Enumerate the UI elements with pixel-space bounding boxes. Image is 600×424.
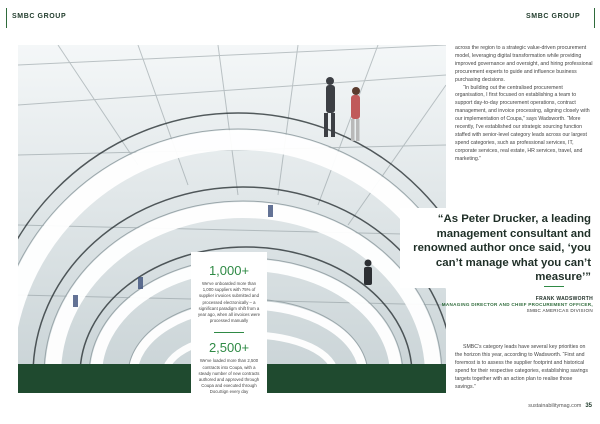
footer-url[interactable]: sustainabilitymag.com xyxy=(528,403,582,409)
body-column-lower xyxy=(455,344,593,391)
stat-text-1: We've onboarded more than 1,000 suppliers with 75% of supplier invoices submitted and processed electronically – a significant paradigm shift from a year ago, when all invoices were processed manually xyxy=(197,281,261,324)
page-footer xyxy=(528,403,592,409)
brand-left: SMBC GROUP xyxy=(12,13,67,20)
stats-panel xyxy=(191,252,267,414)
pull-quote-box xyxy=(400,208,596,288)
body-paragraph-3: SMBC’s category leads have several key priorities on the horizon this year, according to Wadsworth. “First and foremost is to assess the supplier footprint and historical spend for their respective categories, establishing savings targets together with an action plan to realise those savings.” xyxy=(455,344,588,390)
body-paragraph-1: across the region to a strategic value-driven procurement model, leveraging digital transformation while providing improved governance and oversight, and hiring professional procurement experts to guide and influence business purchasing decisions. xyxy=(455,45,593,83)
page-number: 35 xyxy=(585,403,592,409)
quote-divider xyxy=(544,286,564,287)
stat-number-1: 1,000+ xyxy=(208,263,250,278)
stat-number-2: 2,500+ xyxy=(208,340,250,356)
brand-right: SMBC GROUP xyxy=(526,13,581,20)
body-paragraph-2: “In building out the centralised procurement organisation, I first focused on establishing a team to support day-to-day procurement operations, contract management, and invoice processing, aligning closely with our implementation of Coupa,” says Wadsworth. “More recently, I’ve established our strategic sourcing function staffed with senior-level category leads across our largest spend categories, such as professional services, IT, corporate services, real estate, HR services, travel, and marketing.” xyxy=(455,84,590,162)
stat-divider xyxy=(214,332,244,333)
header-rule-right xyxy=(594,8,595,28)
attribution-org: SMBC AMERICAS DIVISION xyxy=(526,308,593,313)
attribution-role: MANAGING DIRECTOR AND CHIEF PROCUREMENT OFFICER, xyxy=(441,302,593,307)
header-rule-left xyxy=(6,8,7,28)
quote-attribution xyxy=(413,296,593,314)
attribution-name: FRANK WADSWORTH xyxy=(535,296,593,302)
pull-quote: “As Peter Drucker, a leading management consultant and renowned author once said, ‘you can’t manage what you can’t measure’” xyxy=(413,213,591,284)
stat-text-2: We've loaded more than 2,500 contracts into Coupa, with a steady number of new contracts authored and approved through Coupa and executed through DocuSign every day xyxy=(198,358,260,395)
body-column xyxy=(455,45,593,164)
